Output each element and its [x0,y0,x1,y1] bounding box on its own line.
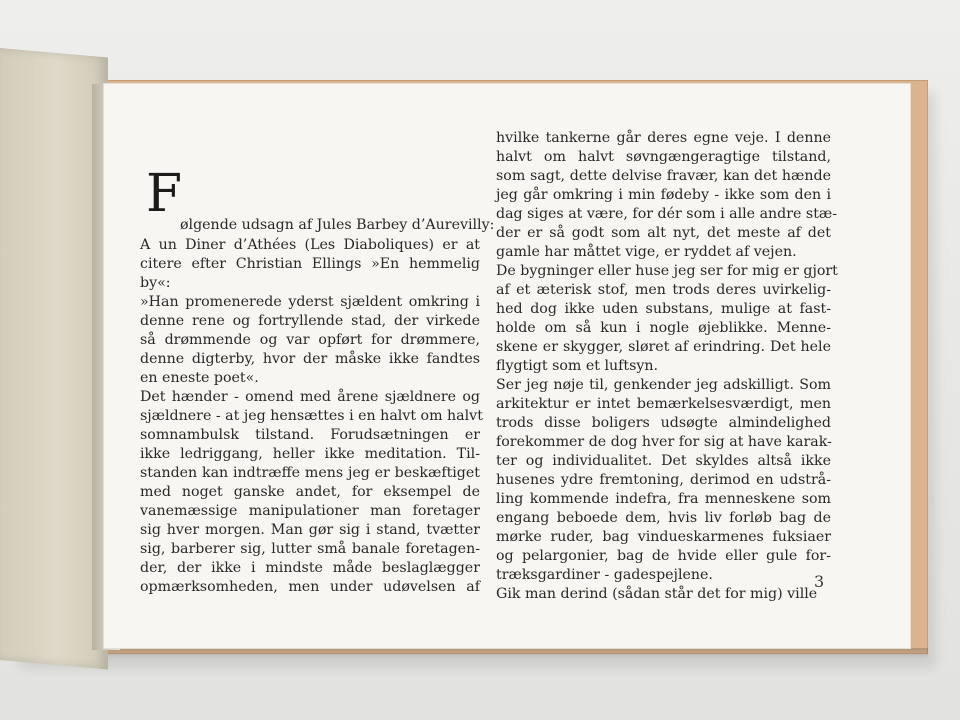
text-line: af et æterisk stof, men trods deres uvirkelig- [496,282,831,298]
text-column-left [140,164,495,597]
text-line: ter og individualitet. Det skyldes altså ikke [496,453,831,469]
text-line: Gik man derind (sådan står det for mig) ville [496,586,818,602]
opening-line-text: ølgende udsagn af Jules Barbey d’Aurevilly: [180,217,495,233]
text-line: gamle har måttet vige, er ryddet af vejen. [496,244,797,260]
text-line: Det hænder - omend med årene sjældnere og [140,389,480,405]
text-line: sjældnere - at jeg hensættes i en halvt om halvt [140,408,483,424]
text-line: holde om så kun i nogle øjeblikke. Menne- [496,320,831,336]
text-line: med noget ganske andet, for eksempel de [140,484,480,500]
page-number: 3 [814,572,825,591]
text-line: dag siges at være, for dér som i alle andre stæ- [496,206,838,222]
right-column-lines [496,129,838,604]
text-line: by«: [140,275,171,291]
text-line: der er så godt som alt nyt, det meste af det [496,225,831,241]
text-line: som sagt, dette delvise fravær, kan det hænde [496,168,831,184]
text-line: træksgardiner - gadespejlene. [496,567,713,583]
opening-line [140,164,495,236]
text-line: hvilke tankerne går deres egne veje. I denne [496,130,831,146]
drop-cap: F [146,164,183,224]
page-bottom-shadow [40,648,928,658]
text-line: trods disse boligers udsøgte almindelighed [496,415,831,431]
text-column-right [496,129,838,604]
left-column-lines [140,236,483,597]
text-line: der, der ikke i mindste måde beslaglægger [140,560,480,576]
text-line: ikke ledriggang, heller ikke meditation. Til- [140,446,480,462]
text-line: og pelargonier, bag de hvide eller gule for- [496,548,831,564]
text-line: opmærksomheden, men under udøvelsen af [140,579,480,595]
text-line: citere efter Christian Ellings »En hemmelig [140,256,480,272]
text-line: sig hver morgen. Man gør sig i stand, tvætter [140,522,480,538]
text-line: en eneste poet«. [140,370,259,386]
text-line: mørke ruder, bag vindueskarmenes fuksiaer [496,529,831,545]
text-line: så drømmende og var opført for drømmere, [140,332,480,348]
text-line: forekommer de dog hver for sig at have karak- [496,434,832,450]
text-line: engang beboede dem, hvis liv forløb bag de [496,510,831,526]
text-line: skene er skygger, sløret af erindring. Det hele [496,339,831,355]
text-line: sig, barberer sig, lutter små banale foretagen- [140,541,480,557]
text-line: denne digterby, hvor der måske ikke fandtes [140,351,480,367]
text-line: De bygninger eller huse jeg ser for mig er gjort [496,263,838,279]
text-line: halvt om halvt søvngængeragtige tilstand, [496,149,831,165]
text-line: somnambulsk tilstand. Forudsætningen er [140,427,480,443]
text-line: standen kan indtræffe mens jeg er beskæftiget [140,465,480,481]
text-line: flygtigt som et luftsyn. [496,358,659,374]
printed-page [104,84,910,648]
text-line: husenes ydre fremtoning, derimod en udstrå- [496,472,831,488]
text-line: denne rene og fortryllende stad, der virkede [140,313,480,329]
text-line: ling kommende indefra, fra menneskene som [496,491,831,507]
text-line: arkitektur er intet bemærkelsesværdigt, men [496,396,831,412]
text-line: Ser jeg nøje til, genkender jeg adskilligt. Som [496,377,831,393]
text-line: »Han promenerede yderst sjældent omkring i [140,294,480,310]
text-line: hed dog ikke uden substans, mulige at fast- [496,301,831,317]
text-line: jeg går omkring i min fødeby - ikke som den i [496,187,831,203]
text-line: vanemæssige manipulationer man foretager [140,503,480,519]
text-line: A un Diner d’Athées (Les Diaboliques) er at [140,237,480,253]
